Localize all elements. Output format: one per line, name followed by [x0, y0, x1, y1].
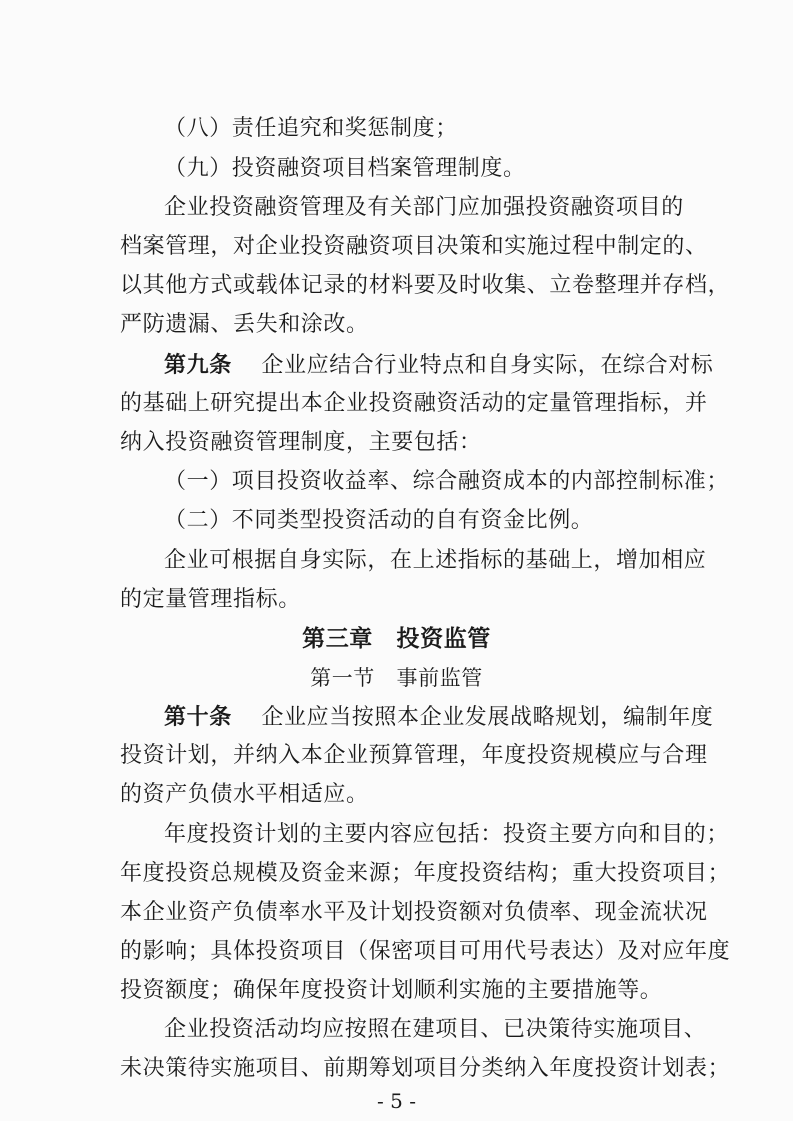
paragraph-line: 严防遗漏、丢失和涂改。 [120, 312, 369, 337]
article-10-text: 企业应当按照本企业发展战略规划，编制年度 [261, 705, 714, 730]
list-item-9: （九）投资融资项目档案管理制度。 [164, 156, 526, 181]
paragraph-line: 档案管理，对企业投资融资项目决策和实施过程中制定的、 [120, 234, 708, 259]
paragraph-line: 纳入投资融资管理制度，主要包括： [120, 430, 482, 455]
paragraph-line: 以其他方式或载体记录的材料要及时收集、立卷整理并存档， [120, 273, 731, 298]
article-9-text: 企业应结合行业特点和自身实际，在综合对标 [261, 353, 714, 378]
paragraph-line: 投资额度；确保年度投资计划顺利实施的主要措施等。 [120, 978, 663, 1003]
paragraph-line: 投资计划，并纳入本企业预算管理，年度投资规模应与合理 [120, 743, 708, 768]
article-10-line [164, 702, 713, 733]
paragraph-line: 的影响；具体投资项目（保密项目可用代号表达）及对应年度 [120, 939, 731, 964]
chapter-heading: 第三章 投资监管 [302, 626, 491, 652]
paragraph-line: 年度投资计划的主要内容应包括：投资主要方向和目的； [164, 822, 730, 847]
paragraph-line: 企业投资融资管理及有关部门应加强投资融资项目的 [164, 195, 684, 220]
list-item-8: （八）责任追究和奖惩制度； [164, 116, 458, 141]
article-10-label: 第十条 [164, 704, 232, 730]
paragraph-line: 的基础上研究提出本企业投资融资活动的定量管理指标，并 [120, 391, 708, 416]
article-9-line [164, 350, 713, 381]
paragraph-line: 的资产负债水平相适应。 [120, 782, 369, 807]
list-item-2: （二）不同类型投资活动的自有资金比例。 [164, 508, 594, 533]
list-item-1: （一）项目投资收益率、综合融资成本的内部控制标准； [164, 469, 730, 494]
paragraph-line: 的定量管理指标。 [120, 587, 301, 612]
article-9-label: 第九条 [164, 352, 232, 378]
paragraph-line: 本企业资产负债率水平及计划投资额对负债率、现金流状况 [120, 900, 708, 925]
page-number: - 5 - [377, 1089, 416, 1113]
paragraph-line: 年度投资总规模及资金来源；年度投资结构；重大投资项目； [120, 861, 731, 886]
paragraph-line: 未决策待实施项目、前期筹划项目分类纳入年度投资计划表； [120, 1056, 731, 1081]
paragraph-line: 企业可根据自身实际，在上述指标的基础上，增加相应 [164, 548, 707, 573]
paragraph-line: 企业投资活动均应按照在建项目、已决策待实施项目、 [164, 1017, 707, 1042]
section-heading: 第一节 事前监管 [310, 666, 483, 690]
